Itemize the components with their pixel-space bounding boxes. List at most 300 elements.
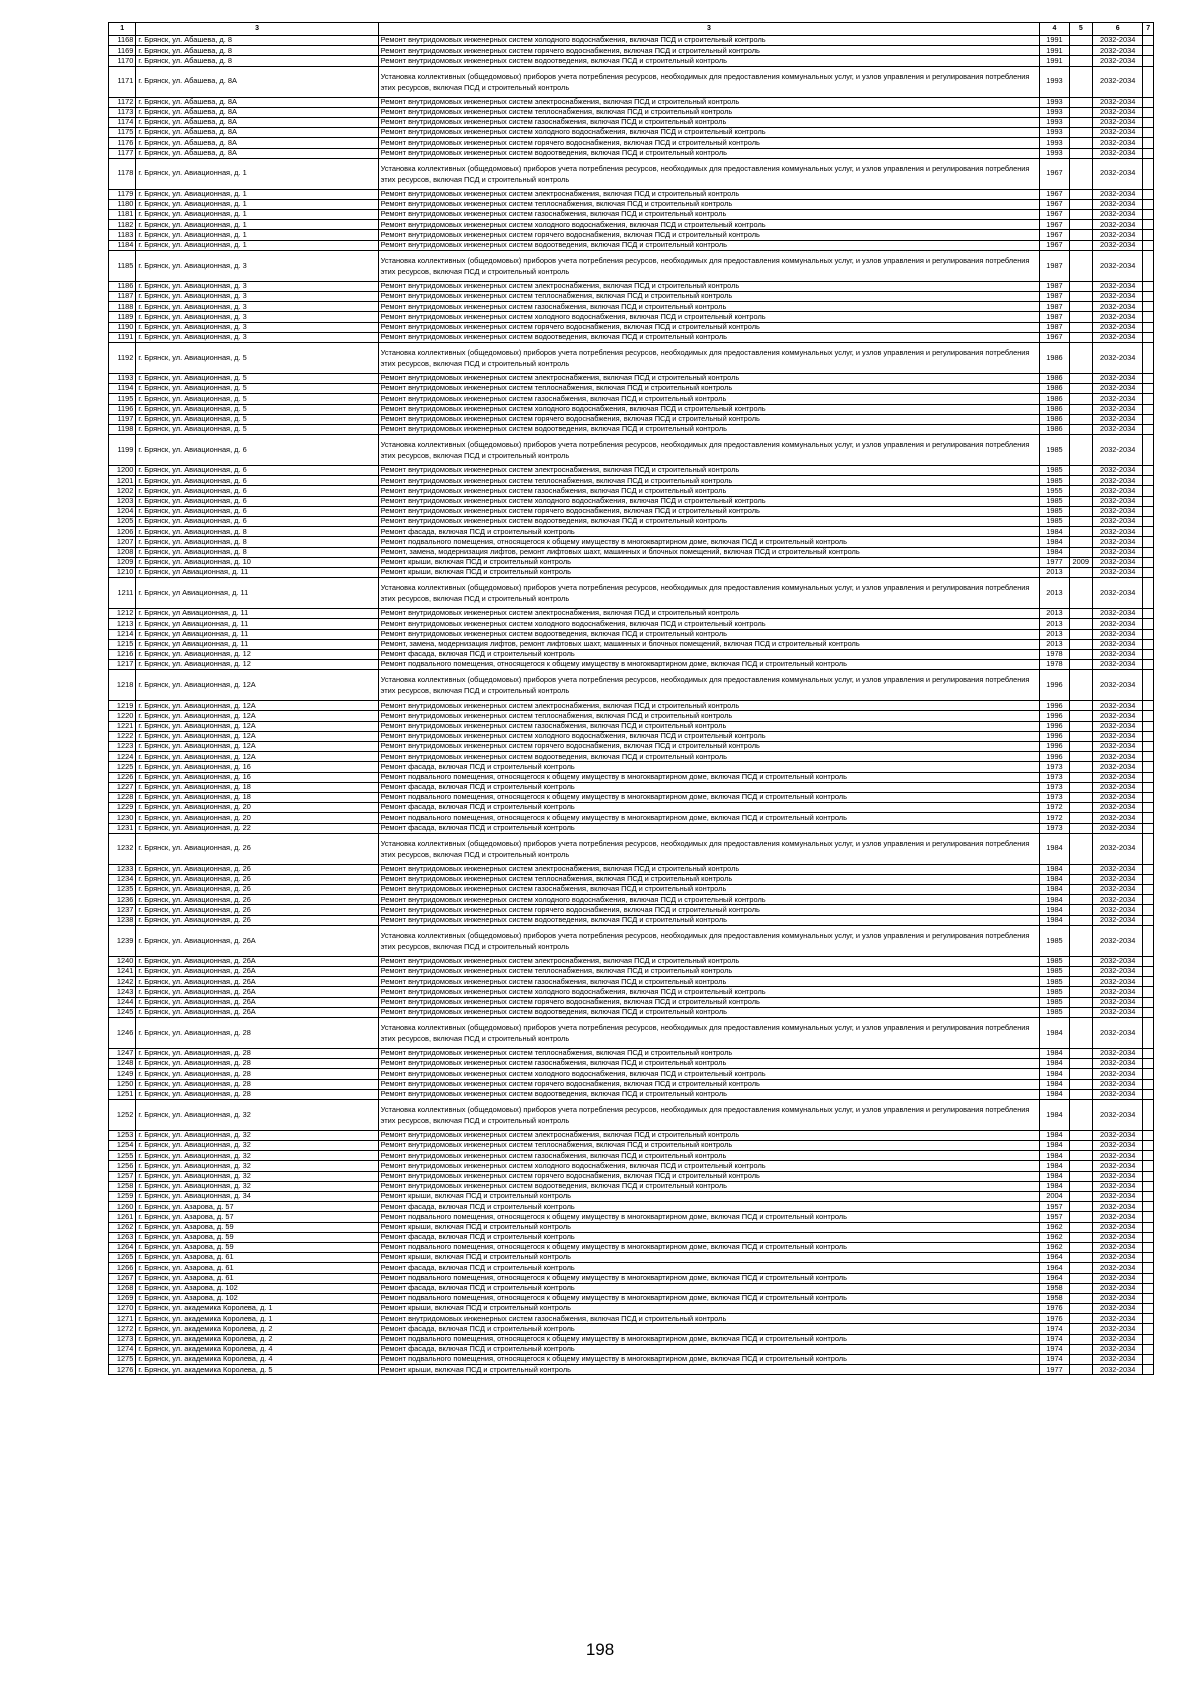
row-number-cell: 1218 bbox=[109, 670, 136, 701]
extra-cell bbox=[1143, 772, 1154, 782]
row-number-cell: 1198 bbox=[109, 424, 136, 434]
planned-period-cell: 2032-2034 bbox=[1092, 721, 1143, 731]
address-cell: г. Брянск, ул. Абашева, д. 8А bbox=[136, 97, 378, 107]
table-row bbox=[109, 660, 1154, 670]
extra-cell bbox=[1143, 1253, 1154, 1263]
work-type-cell: Установка коллективных (общедомовых) приборов учета потребления ресурсов, необходимых для предоставления коммунальных услуг, и узлов управления и регулирования потребления этих ресурсов, включая ПСД и строительный контроль bbox=[378, 670, 1040, 701]
address-cell: г. Брянск, ул. Авиационная, д. 20 bbox=[136, 803, 378, 813]
planned-period-cell: 2032-2034 bbox=[1092, 1304, 1143, 1314]
table-row bbox=[109, 240, 1154, 250]
row-number-cell: 1276 bbox=[109, 1365, 136, 1375]
table-row bbox=[109, 36, 1154, 46]
last-repair-year-cell bbox=[1069, 547, 1092, 557]
extra-cell bbox=[1143, 895, 1154, 905]
address-cell: г. Брянск, ул. Авиационная, д. 32 bbox=[136, 1161, 378, 1171]
year-built-cell: 1978 bbox=[1040, 660, 1069, 670]
planned-period-cell: 2032-2034 bbox=[1092, 701, 1143, 711]
extra-cell bbox=[1143, 1059, 1154, 1069]
last-repair-year-cell bbox=[1069, 527, 1092, 537]
table-row bbox=[109, 210, 1154, 220]
work-type-cell: Ремонт фасада, включая ПСД и строительный контроль bbox=[378, 1263, 1040, 1273]
row-number-cell: 1235 bbox=[109, 885, 136, 895]
row-number-cell: 1197 bbox=[109, 414, 136, 424]
year-built-cell: 1984 bbox=[1040, 1059, 1069, 1069]
planned-period-cell: 2032-2034 bbox=[1092, 987, 1143, 997]
row-number-cell: 1240 bbox=[109, 956, 136, 966]
address-cell: г. Брянск, ул. академика Королева, д. 4 bbox=[136, 1355, 378, 1365]
table-row bbox=[109, 823, 1154, 833]
extra-cell bbox=[1143, 1293, 1154, 1303]
year-built-cell: 1993 bbox=[1040, 66, 1069, 97]
last-repair-year-cell bbox=[1069, 394, 1092, 404]
address-cell: г. Брянск, ул. Авиационная, д. 12А bbox=[136, 742, 378, 752]
table-row bbox=[109, 312, 1154, 322]
work-type-cell: Ремонт внутридомовых инженерных систем водоотведения, включая ПСД и строительный контроль bbox=[378, 1007, 1040, 1017]
work-type-cell: Ремонт крыши, включая ПСД и строительный контроль bbox=[378, 557, 1040, 567]
extra-cell bbox=[1143, 762, 1154, 772]
address-cell: г. Брянск, ул. Авиационная, д. 8 bbox=[136, 537, 378, 547]
planned-period-cell: 2032-2034 bbox=[1092, 97, 1143, 107]
table-row bbox=[109, 189, 1154, 199]
address-cell: г. Брянск, ул. Абашева, д. 8А bbox=[136, 148, 378, 158]
address-cell: г. Брянск, ул. Авиационная, д. 3 bbox=[136, 322, 378, 332]
last-repair-year-cell bbox=[1069, 148, 1092, 158]
year-built-cell: 1986 bbox=[1040, 373, 1069, 383]
extra-cell bbox=[1143, 731, 1154, 741]
planned-period-cell: 2032-2034 bbox=[1092, 404, 1143, 414]
planned-period-cell: 2032-2034 bbox=[1092, 792, 1143, 802]
table-row bbox=[109, 619, 1154, 629]
last-repair-year-cell bbox=[1069, 189, 1092, 199]
row-number-cell: 1233 bbox=[109, 864, 136, 874]
work-type-cell: Ремонт внутридомовых инженерных систем электроснабжения, включая ПСД и строительный контроль bbox=[378, 466, 1040, 476]
year-built-cell: 1978 bbox=[1040, 649, 1069, 659]
year-built-cell: 1984 bbox=[1040, 833, 1069, 864]
planned-period-cell: 2032-2034 bbox=[1092, 230, 1143, 240]
last-repair-year-cell bbox=[1069, 1365, 1092, 1375]
row-number-cell: 1273 bbox=[109, 1334, 136, 1344]
address-cell: г. Брянск, ул. Азарова, д. 57 bbox=[136, 1202, 378, 1212]
planned-period-cell: 2032-2034 bbox=[1092, 199, 1143, 209]
year-built-cell: 1986 bbox=[1040, 404, 1069, 414]
address-cell: г. Брянск, ул. Авиационная, д. 12 bbox=[136, 649, 378, 659]
planned-period-cell: 2032-2034 bbox=[1092, 1007, 1143, 1017]
extra-cell bbox=[1143, 1048, 1154, 1058]
row-number-cell: 1202 bbox=[109, 486, 136, 496]
row-number-cell: 1181 bbox=[109, 210, 136, 220]
row-number-cell: 1212 bbox=[109, 609, 136, 619]
last-repair-year-cell bbox=[1069, 240, 1092, 250]
extra-cell bbox=[1143, 66, 1154, 97]
row-number-cell: 1255 bbox=[109, 1151, 136, 1161]
planned-period-cell: 2032-2034 bbox=[1092, 1355, 1143, 1365]
row-number-cell: 1258 bbox=[109, 1181, 136, 1191]
address-cell: г. Брянск, ул. Авиационная, д. 26А bbox=[136, 977, 378, 987]
work-type-cell: Ремонт фасада, включая ПСД и строительный контроль bbox=[378, 527, 1040, 537]
extra-cell bbox=[1143, 813, 1154, 823]
year-built-cell: 1972 bbox=[1040, 803, 1069, 813]
planned-period-cell: 2032-2034 bbox=[1092, 527, 1143, 537]
work-type-cell: Ремонт внутридомовых инженерных систем водоотведения, включая ПСД и строительный контроль bbox=[378, 332, 1040, 342]
table-row bbox=[109, 895, 1154, 905]
extra-cell bbox=[1143, 701, 1154, 711]
last-repair-year-cell bbox=[1069, 782, 1092, 792]
planned-period-cell: 2032-2034 bbox=[1092, 1283, 1143, 1293]
address-cell: г. Брянск, ул. Авиационная, д. 20 bbox=[136, 813, 378, 823]
address-cell: г. Брянск, ул. Авиационная, д. 32 bbox=[136, 1130, 378, 1140]
work-type-cell: Ремонт внутридомовых инженерных систем электроснабжения, включая ПСД и строительный контроль bbox=[378, 864, 1040, 874]
address-cell: г. Брянск, ул. Авиационная, д. 26А bbox=[136, 987, 378, 997]
last-repair-year-cell bbox=[1069, 885, 1092, 895]
table-row bbox=[109, 1048, 1154, 1058]
year-built-cell: 1964 bbox=[1040, 1273, 1069, 1283]
row-number-cell: 1237 bbox=[109, 905, 136, 915]
last-repair-year-cell bbox=[1069, 762, 1092, 772]
table-row bbox=[109, 885, 1154, 895]
work-type-cell: Установка коллективных (общедомовых) приборов учета потребления ресурсов, необходимых для предоставления коммунальных услуг, и узлов управления и регулирования потребления этих ресурсов, включая ПСД и строительный контроль bbox=[378, 158, 1040, 189]
row-number-cell: 1176 bbox=[109, 138, 136, 148]
planned-period-cell: 2032-2034 bbox=[1092, 967, 1143, 977]
row-number-cell: 1220 bbox=[109, 711, 136, 721]
planned-period-cell: 2032-2034 bbox=[1092, 46, 1143, 56]
extra-cell bbox=[1143, 250, 1154, 281]
work-type-cell: Ремонт, замена, модернизация лифтов, ремонт лифтовых шахт, машинных и блочных помещений, включая ПСД и строительный контроль bbox=[378, 547, 1040, 557]
row-number-cell: 1264 bbox=[109, 1242, 136, 1252]
table-row bbox=[109, 1365, 1154, 1375]
planned-period-cell: 2032-2034 bbox=[1092, 424, 1143, 434]
address-cell: г. Брянск, ул. Авиационная, д. 1 bbox=[136, 210, 378, 220]
address-cell: г. Брянск, ул. Авиационная, д. 12А bbox=[136, 701, 378, 711]
extra-cell bbox=[1143, 1222, 1154, 1232]
extra-cell bbox=[1143, 424, 1154, 434]
table-row bbox=[109, 813, 1154, 823]
year-built-cell: 1984 bbox=[1040, 1181, 1069, 1191]
table-row bbox=[109, 1059, 1154, 1069]
last-repair-year-cell bbox=[1069, 1089, 1092, 1099]
row-number-cell: 1275 bbox=[109, 1355, 136, 1365]
extra-cell bbox=[1143, 292, 1154, 302]
extra-cell bbox=[1143, 619, 1154, 629]
work-type-cell: Установка коллективных (общедомовых) приборов учета потребления ресурсов, необходимых для предоставления коммунальных услуг, и узлов управления и регулирования потребления этих ресурсов, включая ПСД и строительный контроль bbox=[378, 1017, 1040, 1048]
planned-period-cell: 2032-2034 bbox=[1092, 711, 1143, 721]
row-number-cell: 1270 bbox=[109, 1304, 136, 1314]
work-type-cell: Ремонт подвального помещения, относящегося к общему имуществу в многоквартирном доме, включая ПСД и строительный контроль bbox=[378, 1242, 1040, 1252]
address-cell: г. Брянск, ул. Азарова, д. 61 bbox=[136, 1253, 378, 1263]
year-built-cell: 1986 bbox=[1040, 414, 1069, 424]
table-row bbox=[109, 332, 1154, 342]
extra-cell bbox=[1143, 721, 1154, 731]
extra-cell bbox=[1143, 649, 1154, 659]
planned-period-cell: 2032-2034 bbox=[1092, 567, 1143, 577]
planned-period-cell: 2032-2034 bbox=[1092, 517, 1143, 527]
year-built-cell: 1986 bbox=[1040, 394, 1069, 404]
address-cell: г. Брянск, ул. Авиационная, д. 26 bbox=[136, 915, 378, 925]
table-row bbox=[109, 1334, 1154, 1344]
planned-period-cell: 2032-2034 bbox=[1092, 1059, 1143, 1069]
work-type-cell: Ремонт фасада, включая ПСД и строительный контроль bbox=[378, 1324, 1040, 1334]
extra-cell bbox=[1143, 915, 1154, 925]
work-type-cell: Ремонт внутридомовых инженерных систем холодного водоснабжения, включая ПСД и строительный контроль bbox=[378, 312, 1040, 322]
row-number-cell: 1209 bbox=[109, 557, 136, 567]
address-cell: г. Брянск, ул. Авиационная, д. 6 bbox=[136, 506, 378, 516]
year-built-cell: 1958 bbox=[1040, 1283, 1069, 1293]
table-row bbox=[109, 670, 1154, 701]
address-cell: г. Брянск, ул. Авиационная, д. 26А bbox=[136, 925, 378, 956]
year-built-cell: 1993 bbox=[1040, 148, 1069, 158]
extra-cell bbox=[1143, 496, 1154, 506]
row-number-cell: 1203 bbox=[109, 496, 136, 506]
planned-period-cell: 2032-2034 bbox=[1092, 414, 1143, 424]
work-type-cell: Ремонт внутридомовых инженерных систем газоснабжения, включая ПСД и строительный контроль bbox=[378, 721, 1040, 731]
year-built-cell: 1987 bbox=[1040, 292, 1069, 302]
row-number-cell: 1211 bbox=[109, 578, 136, 609]
address-cell: г. Брянск, ул. Авиационная, д. 6 bbox=[136, 496, 378, 506]
year-built-cell: 1991 bbox=[1040, 56, 1069, 66]
table-row bbox=[109, 138, 1154, 148]
work-type-cell: Ремонт внутридомовых инженерных систем горячего водоснабжения, включая ПСД и строительный контроль bbox=[378, 506, 1040, 516]
table-row bbox=[109, 342, 1154, 373]
address-cell: г. Брянск, ул. Авиационная, д. 28 bbox=[136, 1089, 378, 1099]
last-repair-year-cell bbox=[1069, 997, 1092, 1007]
last-repair-year-cell bbox=[1069, 158, 1092, 189]
extra-cell bbox=[1143, 1314, 1154, 1324]
year-built-cell: 2004 bbox=[1040, 1192, 1069, 1202]
row-number-cell: 1206 bbox=[109, 527, 136, 537]
table-row bbox=[109, 1181, 1154, 1191]
last-repair-year-cell bbox=[1069, 506, 1092, 516]
planned-period-cell: 2032-2034 bbox=[1092, 1089, 1143, 1099]
extra-cell bbox=[1143, 885, 1154, 895]
row-number-cell: 1170 bbox=[109, 56, 136, 66]
row-number-cell: 1261 bbox=[109, 1212, 136, 1222]
table-row bbox=[109, 1304, 1154, 1314]
planned-period-cell: 2032-2034 bbox=[1092, 649, 1143, 659]
work-type-cell: Ремонт фасада, включая ПСД и строительный контроль bbox=[378, 649, 1040, 659]
year-built-cell: 1986 bbox=[1040, 342, 1069, 373]
planned-period-cell: 2032-2034 bbox=[1092, 833, 1143, 864]
row-number-cell: 1226 bbox=[109, 772, 136, 782]
extra-cell bbox=[1143, 281, 1154, 291]
year-built-cell: 1973 bbox=[1040, 782, 1069, 792]
last-repair-year-cell bbox=[1069, 803, 1092, 813]
address-cell: г. Брянск, ул. Азарова, д. 102 bbox=[136, 1293, 378, 1303]
last-repair-year-cell bbox=[1069, 905, 1092, 915]
extra-cell bbox=[1143, 1069, 1154, 1079]
year-built-cell: 1976 bbox=[1040, 1314, 1069, 1324]
row-number-cell: 1242 bbox=[109, 977, 136, 987]
work-type-cell: Ремонт внутридомовых инженерных систем холодного водоснабжения, включая ПСД и строительный контроль bbox=[378, 731, 1040, 741]
last-repair-year-cell bbox=[1069, 1130, 1092, 1140]
year-built-cell: 1984 bbox=[1040, 1069, 1069, 1079]
extra-cell bbox=[1143, 1242, 1154, 1252]
year-built-cell: 1996 bbox=[1040, 701, 1069, 711]
year-built-cell: 1996 bbox=[1040, 670, 1069, 701]
planned-period-cell: 2032-2034 bbox=[1092, 486, 1143, 496]
year-built-cell: 1973 bbox=[1040, 823, 1069, 833]
year-built-cell: 1957 bbox=[1040, 1202, 1069, 1212]
extra-cell bbox=[1143, 1263, 1154, 1273]
row-number-cell: 1200 bbox=[109, 466, 136, 476]
address-cell: г. Брянск, ул. Абашева, д. 8А bbox=[136, 128, 378, 138]
extra-cell bbox=[1143, 240, 1154, 250]
work-type-cell: Ремонт внутридомовых инженерных систем горячего водоснабжения, включая ПСД и строительный контроль bbox=[378, 414, 1040, 424]
year-built-cell: 1967 bbox=[1040, 199, 1069, 209]
last-repair-year-cell bbox=[1069, 649, 1092, 659]
work-type-cell: Установка коллективных (общедомовых) приборов учета потребления ресурсов, необходимых для предоставления коммунальных услуг, и узлов управления и регулирования потребления этих ресурсов, включая ПСД и строительный контроль bbox=[378, 925, 1040, 956]
table-row bbox=[109, 742, 1154, 752]
planned-period-cell: 2032-2034 bbox=[1092, 547, 1143, 557]
address-cell: г. Брянск, ул Авиационная, д. 11 bbox=[136, 619, 378, 629]
extra-cell bbox=[1143, 567, 1154, 577]
planned-period-cell: 2032-2034 bbox=[1092, 1069, 1143, 1079]
table-row bbox=[109, 1314, 1154, 1324]
planned-period-cell: 2032-2034 bbox=[1092, 1130, 1143, 1140]
table-row bbox=[109, 925, 1154, 956]
work-type-cell: Установка коллективных (общедомовых) приборов учета потребления ресурсов, необходимых для предоставления коммунальных услуг, и узлов управления и регулирования потребления этих ресурсов, включая ПСД и строительный контроль bbox=[378, 833, 1040, 864]
header-cell: 4 bbox=[1040, 23, 1069, 36]
extra-cell bbox=[1143, 1079, 1154, 1089]
work-type-cell: Ремонт подвального помещения, относящегося к общему имуществу в многоквартирном доме, включая ПСД и строительный контроль bbox=[378, 792, 1040, 802]
year-built-cell: 1984 bbox=[1040, 527, 1069, 537]
address-cell: г. Брянск, ул Авиационная, д. 11 bbox=[136, 567, 378, 577]
last-repair-year-cell bbox=[1069, 977, 1092, 987]
extra-cell bbox=[1143, 394, 1154, 404]
work-type-cell: Ремонт внутридомовых инженерных систем электроснабжения, включая ПСД и строительный контроль bbox=[378, 373, 1040, 383]
year-built-cell: 1985 bbox=[1040, 997, 1069, 1007]
work-type-cell: Ремонт фасада, включая ПСД и строительный контроль bbox=[378, 823, 1040, 833]
year-built-cell: 2013 bbox=[1040, 629, 1069, 639]
year-built-cell: 1984 bbox=[1040, 915, 1069, 925]
table-row bbox=[109, 435, 1154, 466]
last-repair-year-cell bbox=[1069, 1161, 1092, 1171]
planned-period-cell: 2032-2034 bbox=[1092, 107, 1143, 117]
row-number-cell: 1204 bbox=[109, 506, 136, 516]
year-built-cell: 1967 bbox=[1040, 189, 1069, 199]
table-row bbox=[109, 46, 1154, 56]
work-type-cell: Ремонт подвального помещения, относящегося к общему имуществу в многоквартирном доме, включая ПСД и строительный контроль bbox=[378, 537, 1040, 547]
work-type-cell: Ремонт внутридомовых инженерных систем газоснабжения, включая ПСД и строительный контроль bbox=[378, 486, 1040, 496]
work-type-cell: Ремонт внутридомовых инженерных систем теплоснабжения, включая ПСД и строительный контроль bbox=[378, 199, 1040, 209]
row-number-cell: 1271 bbox=[109, 1314, 136, 1324]
extra-cell bbox=[1143, 435, 1154, 466]
last-repair-year-cell bbox=[1069, 1344, 1092, 1354]
planned-period-cell: 2032-2034 bbox=[1092, 384, 1143, 394]
table-row bbox=[109, 1161, 1154, 1171]
planned-period-cell: 2032-2034 bbox=[1092, 619, 1143, 629]
extra-cell bbox=[1143, 997, 1154, 1007]
extra-cell bbox=[1143, 342, 1154, 373]
extra-cell bbox=[1143, 711, 1154, 721]
table-row bbox=[109, 1344, 1154, 1354]
extra-cell bbox=[1143, 1017, 1154, 1048]
address-cell: г. Брянск, ул. Авиационная, д. 6 bbox=[136, 517, 378, 527]
row-number-cell: 1173 bbox=[109, 107, 136, 117]
year-built-cell: 1986 bbox=[1040, 384, 1069, 394]
capital-repair-table bbox=[108, 22, 1154, 1375]
row-number-cell: 1228 bbox=[109, 792, 136, 802]
address-cell: г. Брянск, ул. Авиационная, д. 5 bbox=[136, 373, 378, 383]
row-number-cell: 1236 bbox=[109, 895, 136, 905]
planned-period-cell: 2032-2034 bbox=[1092, 956, 1143, 966]
year-built-cell: 1973 bbox=[1040, 762, 1069, 772]
work-type-cell: Ремонт внутридомовых инженерных систем электроснабжения, включая ПСД и строительный контроль bbox=[378, 281, 1040, 291]
row-number-cell: 1179 bbox=[109, 189, 136, 199]
row-number-cell: 1169 bbox=[109, 46, 136, 56]
table-row bbox=[109, 466, 1154, 476]
address-cell: г. Брянск, ул. Авиационная, д. 26А bbox=[136, 967, 378, 977]
year-built-cell: 1987 bbox=[1040, 322, 1069, 332]
extra-cell bbox=[1143, 148, 1154, 158]
row-number-cell: 1216 bbox=[109, 649, 136, 659]
planned-period-cell: 2032-2034 bbox=[1092, 660, 1143, 670]
extra-cell bbox=[1143, 782, 1154, 792]
last-repair-year-cell bbox=[1069, 138, 1092, 148]
row-number-cell: 1210 bbox=[109, 567, 136, 577]
table-row bbox=[109, 1222, 1154, 1232]
year-built-cell: 2013 bbox=[1040, 619, 1069, 629]
last-repair-year-cell bbox=[1069, 281, 1092, 291]
year-built-cell: 1973 bbox=[1040, 772, 1069, 782]
extra-cell bbox=[1143, 466, 1154, 476]
row-number-cell: 1222 bbox=[109, 731, 136, 741]
year-built-cell: 1974 bbox=[1040, 1324, 1069, 1334]
year-built-cell: 1985 bbox=[1040, 977, 1069, 987]
last-repair-year-cell bbox=[1069, 701, 1092, 711]
year-built-cell: 1991 bbox=[1040, 36, 1069, 46]
extra-cell bbox=[1143, 1171, 1154, 1181]
row-number-cell: 1272 bbox=[109, 1324, 136, 1334]
address-cell: г. Брянск, ул. Авиационная, д. 6 bbox=[136, 486, 378, 496]
planned-period-cell: 2032-2034 bbox=[1092, 1171, 1143, 1181]
year-built-cell: 1962 bbox=[1040, 1242, 1069, 1252]
address-cell: г. Брянск, ул. Авиационная, д. 1 bbox=[136, 240, 378, 250]
table-row bbox=[109, 1151, 1154, 1161]
extra-cell bbox=[1143, 987, 1154, 997]
last-repair-year-cell bbox=[1069, 1048, 1092, 1058]
work-type-cell: Ремонт внутридомовых инженерных систем водоотведения, включая ПСД и строительный контроль bbox=[378, 915, 1040, 925]
planned-period-cell: 2032-2034 bbox=[1092, 56, 1143, 66]
extra-cell bbox=[1143, 97, 1154, 107]
planned-period-cell: 2032-2034 bbox=[1092, 312, 1143, 322]
address-cell: г. Брянск, ул. Авиационная, д. 26 bbox=[136, 905, 378, 915]
table-row bbox=[109, 66, 1154, 97]
row-number-cell: 1239 bbox=[109, 925, 136, 956]
table-row bbox=[109, 629, 1154, 639]
row-number-cell: 1231 bbox=[109, 823, 136, 833]
table-row bbox=[109, 762, 1154, 772]
address-cell: г. Брянск, ул. Авиационная, д. 18 bbox=[136, 792, 378, 802]
row-number-cell: 1266 bbox=[109, 1263, 136, 1273]
planned-period-cell: 2032-2034 bbox=[1092, 128, 1143, 138]
address-cell: г. Брянск, ул. Авиационная, д. 28 bbox=[136, 1059, 378, 1069]
address-cell: г. Брянск, ул. Авиационная, д. 28 bbox=[136, 1069, 378, 1079]
last-repair-year-cell bbox=[1069, 435, 1092, 466]
row-number-cell: 1247 bbox=[109, 1048, 136, 1058]
work-type-cell: Ремонт внутридомовых инженерных систем теплоснабжения, включая ПСД и строительный контроль bbox=[378, 107, 1040, 117]
table-row bbox=[109, 199, 1154, 209]
extra-cell bbox=[1143, 823, 1154, 833]
address-cell: г. Брянск, ул. Авиационная, д. 1 bbox=[136, 199, 378, 209]
table-row bbox=[109, 220, 1154, 230]
last-repair-year-cell bbox=[1069, 424, 1092, 434]
planned-period-cell: 2032-2034 bbox=[1092, 1141, 1143, 1151]
extra-cell bbox=[1143, 527, 1154, 537]
table-row bbox=[109, 97, 1154, 107]
year-built-cell: 1973 bbox=[1040, 792, 1069, 802]
last-repair-year-cell bbox=[1069, 250, 1092, 281]
extra-cell bbox=[1143, 1324, 1154, 1334]
last-repair-year-cell bbox=[1069, 823, 1092, 833]
